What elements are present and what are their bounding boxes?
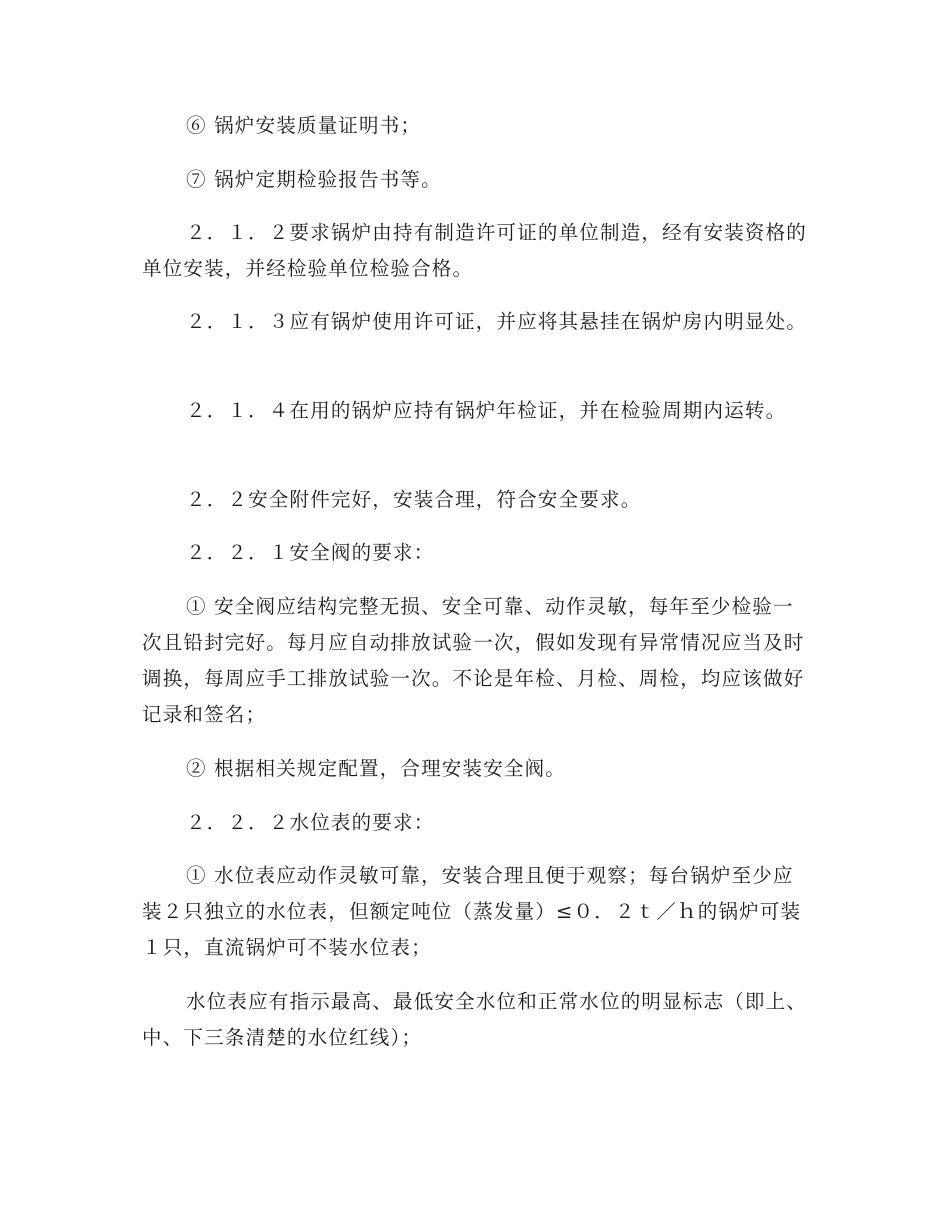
paragraph-2-1-2: ２．１．２要求锅炉由持有制造许可证的单位制造，经有安装资格的单位安装，并经检验单位检验合格。 xyxy=(142,221,808,280)
paragraph-2-1-4: ２．１．４在用的锅炉应持有锅炉年检证，并在检验周期内运转。 xyxy=(186,399,787,422)
paragraph-2-2: ２．２安全附件完好，安装合理，符合安全要求。 xyxy=(186,488,642,511)
paragraph-safety-valve-1: ① 安全阀应结构完整无损、安全可靠、动作灵敏，每年至少检验一次且铅封完好。每月应自动排放试验一次，假如发现有异常情况应当及时调换，每周应手工排放试验一次。不论是年检、月检、周检，均应该做好记录和签名； xyxy=(142,595,805,726)
paragraph-water-gauge-marks: 水位表应有指示最高、最低安全水位和正常水位的明显标志（即上、中、下三条清楚的水位红线）； xyxy=(142,990,808,1049)
paragraph-2-2-2: ２．２．２水位表的要求： xyxy=(186,811,435,834)
paragraph-2-1-3: ２．１．３应有锅炉使用许可证，并应将其悬挂在锅炉房内明显处。 xyxy=(186,310,808,333)
paragraph-water-gauge-1: ① 水位表应动作灵敏可靠，安装合理且便于观察；每台锅炉至少应装２只独立的水位表，但额定吨位（蒸发量）≤０．２ｔ／ｈ的锅炉可装１只，直流锅炉可不装水位表； xyxy=(142,864,802,959)
paragraph-item-6: ⑥ 锅炉安装质量证明书； xyxy=(186,114,422,137)
paragraph-safety-valve-2: ② 根据相关规定配置，合理安装安全阀。 xyxy=(186,757,566,780)
paragraph-item-7: ⑦ 锅炉定期检验报告书等。 xyxy=(186,168,442,191)
paragraph-2-2-1: ２．２．１安全阀的要求： xyxy=(186,541,435,564)
